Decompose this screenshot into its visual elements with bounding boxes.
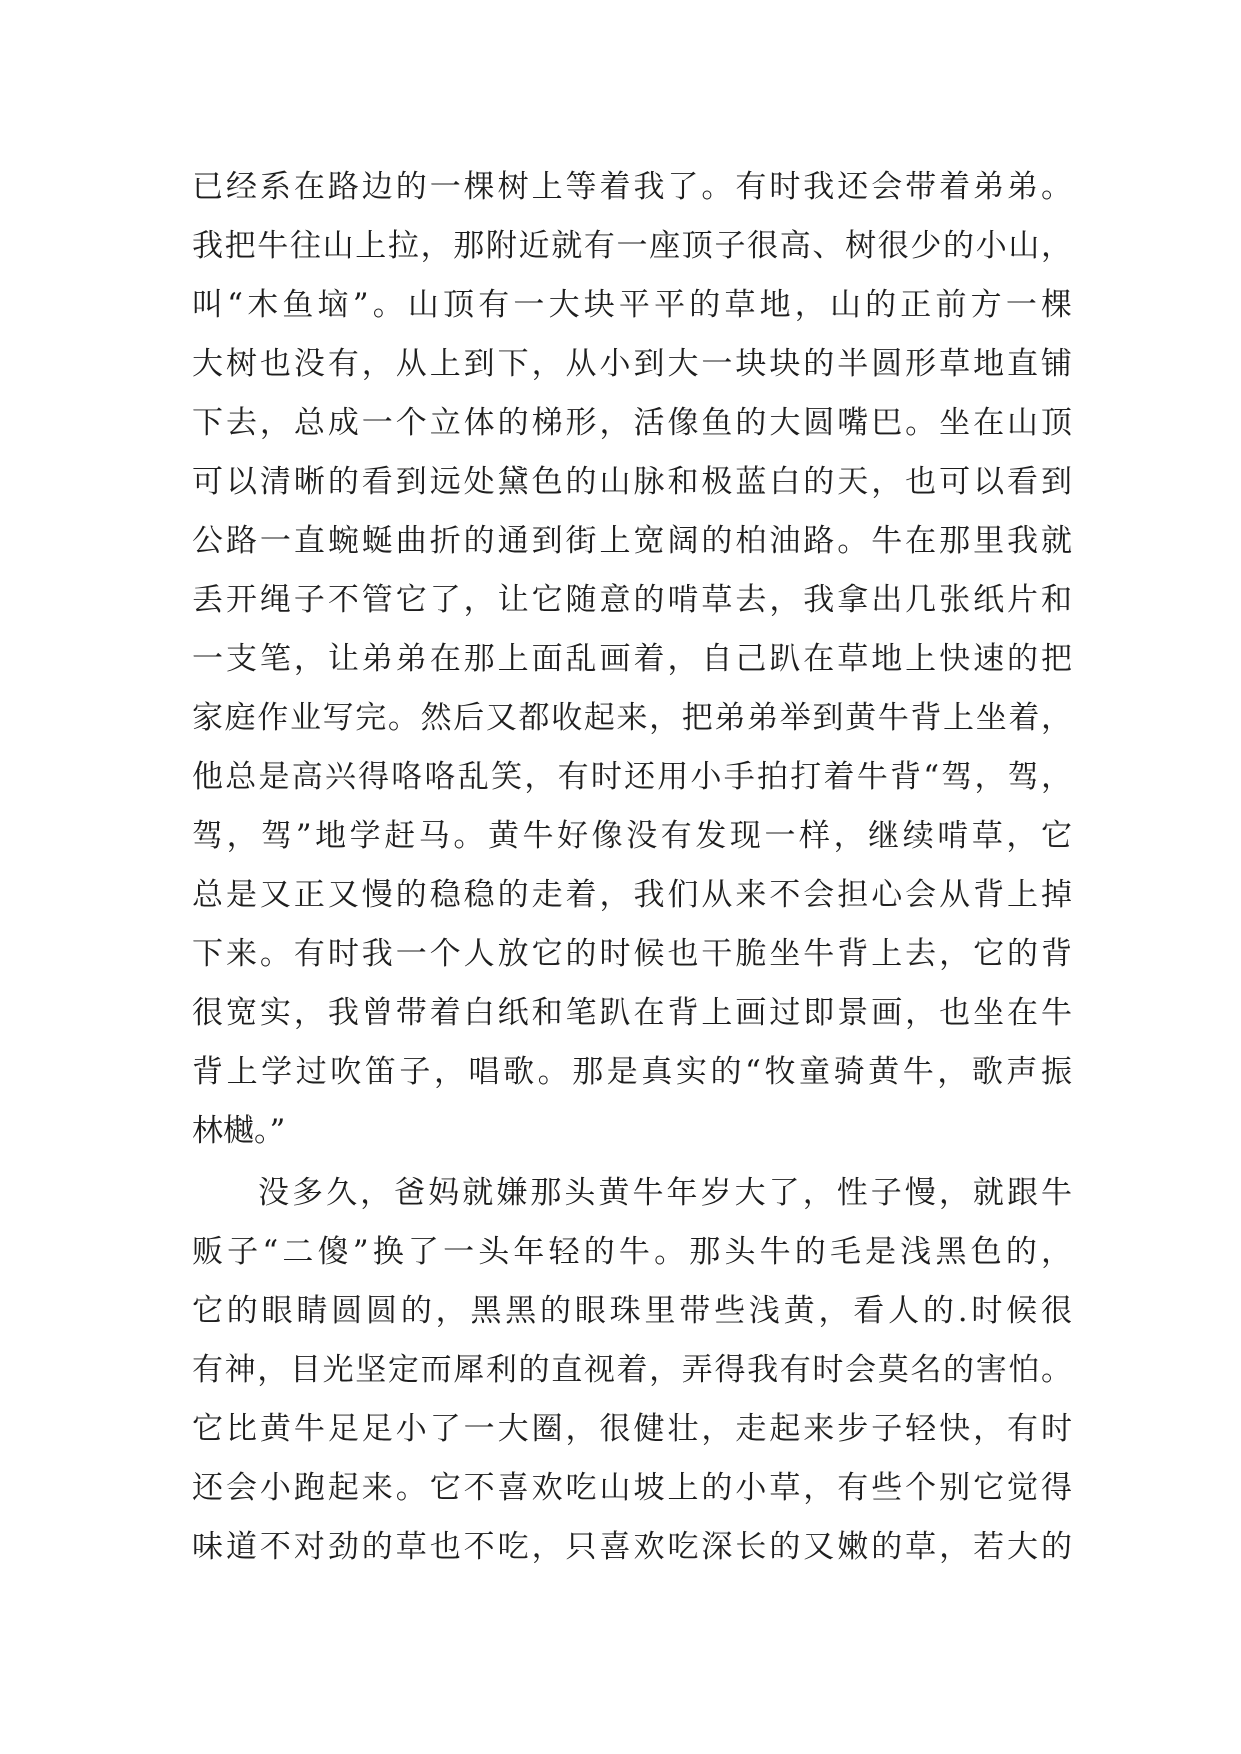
text-line: 叫“木鱼垴”。山顶有一大块平平的草地，山的正前方一棵 — [192, 287, 1072, 323]
text-line: 丢开绳子不管它了，让它随意的啃草去，我拿出几张纸片和 — [192, 582, 1072, 618]
text-line: 很宽实，我曾带着白纸和笔趴在背上画过即景画，也坐在牛 — [192, 995, 1072, 1031]
paragraph-1 — [192, 158, 1072, 1161]
text-line: 公路一直蜿蜒曲折的通到街上宽阔的柏油路。牛在那里我就 — [192, 523, 1072, 559]
text-line: 一支笔，让弟弟在那上面乱画着，自己趴在草地上快速的把 — [192, 641, 1072, 677]
text-line: 已经系在路边的一棵树上等着我了。有时我还会带着弟弟。 — [192, 169, 1072, 205]
text-line: 它的眼睛圆圆的，黑黑的眼珠里带些浅黄，看人的.时候很 — [192, 1293, 1072, 1329]
text-line: 背上学过吹笛子，唱歌。那是真实的“牧童骑黄牛，歌声振 — [192, 1054, 1072, 1090]
text-line: 它比黄牛足足小了一大圈，很健壮，走起来步子轻快，有时 — [192, 1411, 1072, 1447]
text-line: 贩子“二傻”换了一头年轻的牛。那头牛的毛是浅黑色的， — [192, 1234, 1072, 1270]
text-line: 下来。有时我一个人放它的时候也干脆坐牛背上去，它的背 — [192, 936, 1072, 972]
text-line: 驾，驾”地学赶马。黄牛好像没有发现一样，继续啃草，它 — [192, 818, 1072, 854]
text-line: 还会小跑起来。它不喜欢吃山坡上的小草，有些个别它觉得 — [192, 1470, 1072, 1506]
text-line: 有神，目光坚定而犀利的直视着，弄得我有时会莫名的害怕。 — [192, 1352, 1072, 1388]
text-line: 没多久，爸妈就嫌那头黄牛年岁大了，性子慢，就跟牛 — [258, 1175, 1072, 1211]
body-text — [192, 158, 1072, 1577]
text-line: 他总是高兴得咯咯乱笑，有时还用小手拍打着牛背“驾，驾， — [192, 759, 1072, 795]
text-line: 可以清晰的看到远处黛色的山脉和极蓝白的天，也可以看到 — [192, 464, 1072, 500]
paragraph-2 — [192, 1164, 1072, 1577]
text-line: 我把牛往山上拉，那附近就有一座顶子很高、树很少的小山， — [192, 228, 1072, 264]
text-line: 下去，总成一个立体的梯形，活像鱼的大圆嘴巴。坐在山顶 — [192, 405, 1072, 441]
text-line: 林樾。” — [192, 1113, 286, 1149]
text-line: 大树也没有，从上到下，从小到大一块块的半圆形草地直铺 — [192, 346, 1072, 382]
text-line: 家庭作业写完。然后又都收起来，把弟弟举到黄牛背上坐着， — [192, 700, 1072, 736]
text-line: 味道不对劲的草也不吃，只喜欢吃深长的又嫩的草，若大的 — [192, 1529, 1072, 1565]
text-line: 总是又正又慢的稳稳的走着，我们从来不会担心会从背上掉 — [192, 877, 1072, 913]
